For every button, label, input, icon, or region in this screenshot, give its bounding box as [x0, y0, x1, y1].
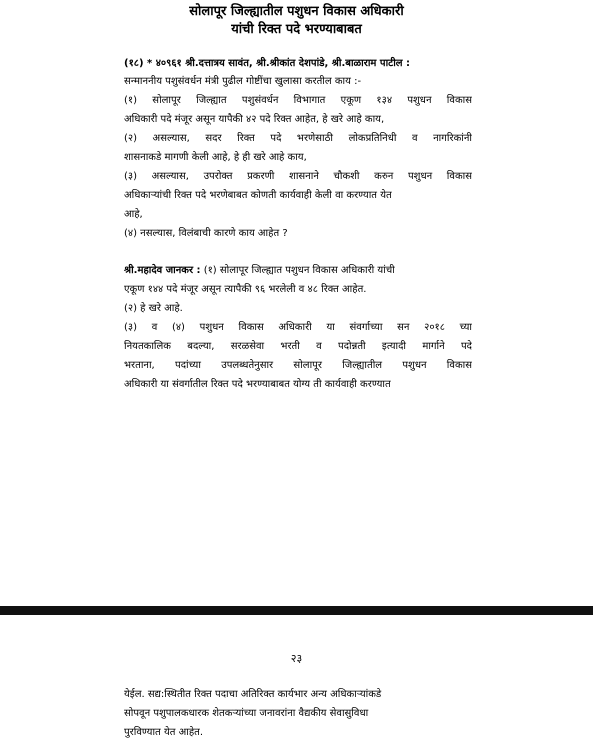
answer-line: (३) व (४) पशुधन विकास अधिकारी या संवर्गाच्या सन २०१८ च्या [124, 322, 472, 333]
question-line: (३) असल्यास, उपरोक्त प्रकरणी शासनाने चौकशी करुन पशुधन विकास [124, 171, 472, 182]
continuation-line: सोपवून पशुपालकधारक शेतकऱ्यांच्या जनावरांना वैद्यकीय सेवासुविधा [124, 708, 369, 719]
question-intro: सन्माननीय पशुसंवर्धन मंत्री पुढील गोष्टींचा खुलासा करतील काय :- [124, 76, 362, 87]
answer-line: (२) हे खरे आहे. [124, 303, 183, 314]
question-heading: (१८) * ४०९६१ श्री.दत्तात्रय सावंत, श्री.श्रीकांत देशपांडे, श्री.बाळाराम पाटील : [124, 58, 411, 69]
page-break-divider [0, 606, 593, 615]
answer-line: एकूण १४४ पदे मंजूर असून त्यापैकी ९६ भरलेली व ४८ रिक्त आहेत. [124, 284, 367, 295]
question-line: अधिकाऱ्यांची रिक्त पदे भरणेबाबत कोणती कार्यवाही केली वा करण्यात येत [124, 190, 392, 201]
answer-line-first [124, 261, 472, 280]
question-line: शासनाकडे मागणी केली आहे, हे ही खरे आहे काय, [124, 152, 307, 163]
question-line: (२) असल्यास, सदर रिक्त पदे भरणेसाठी लोकप्रतिनिधी व नागरिकांनी [124, 133, 472, 144]
continuation-line: पुरविण्यात येत आहेत. [124, 727, 204, 738]
page-title-line2: यांची रिक्त पदे भरण्याबाबत [231, 22, 362, 37]
answer-line: भरताना, पदांच्या उपलब्धतेनुसार सोलापूर जिल्ह्यातील पशुधन विकास [124, 360, 472, 371]
question-line: अधिकारी पदे मंजूर असून यापैकी ४२ पदे रिक्त आहेत, हे खरे आहे काय, [124, 114, 385, 125]
answer-line: नियतकालिक बदल्या, सरळसेवा भरती व पदोन्नती इत्यादी मार्गाने पदे [124, 341, 472, 352]
answer-speaker: श्री.महादेव जानकर : [124, 265, 201, 276]
question-line: (४) नसल्यास, विलंबाची कारणे काय आहेत ? [124, 228, 288, 239]
question-line: आहे, [124, 209, 143, 220]
page-number: २३ [290, 652, 303, 665]
page-title-line1: सोलापूर जिल्ह्यातील पशुधन विकास अधिकारी [189, 4, 404, 19]
answer-line: अधिकारी या संवर्गातील रिक्त पदे भरण्याबाबत योग्य ती कार्यवाही करण्यात [124, 379, 391, 390]
continuation-line: येईल. सद्य:स्थितीत रिक्त पदाचा अतिरिक्त कार्यभार अन्य अधिकाऱ्यांकडे [124, 689, 382, 700]
answer-line-text: (१) सोलापूर जिल्ह्यात पशुधन विकास अधिकारी यांची [200, 265, 395, 276]
question-line: (१) सोलापूर जिल्ह्यात पशुसंवर्धन विभागात एकूण १३४ पशुधन विकास [124, 95, 472, 106]
